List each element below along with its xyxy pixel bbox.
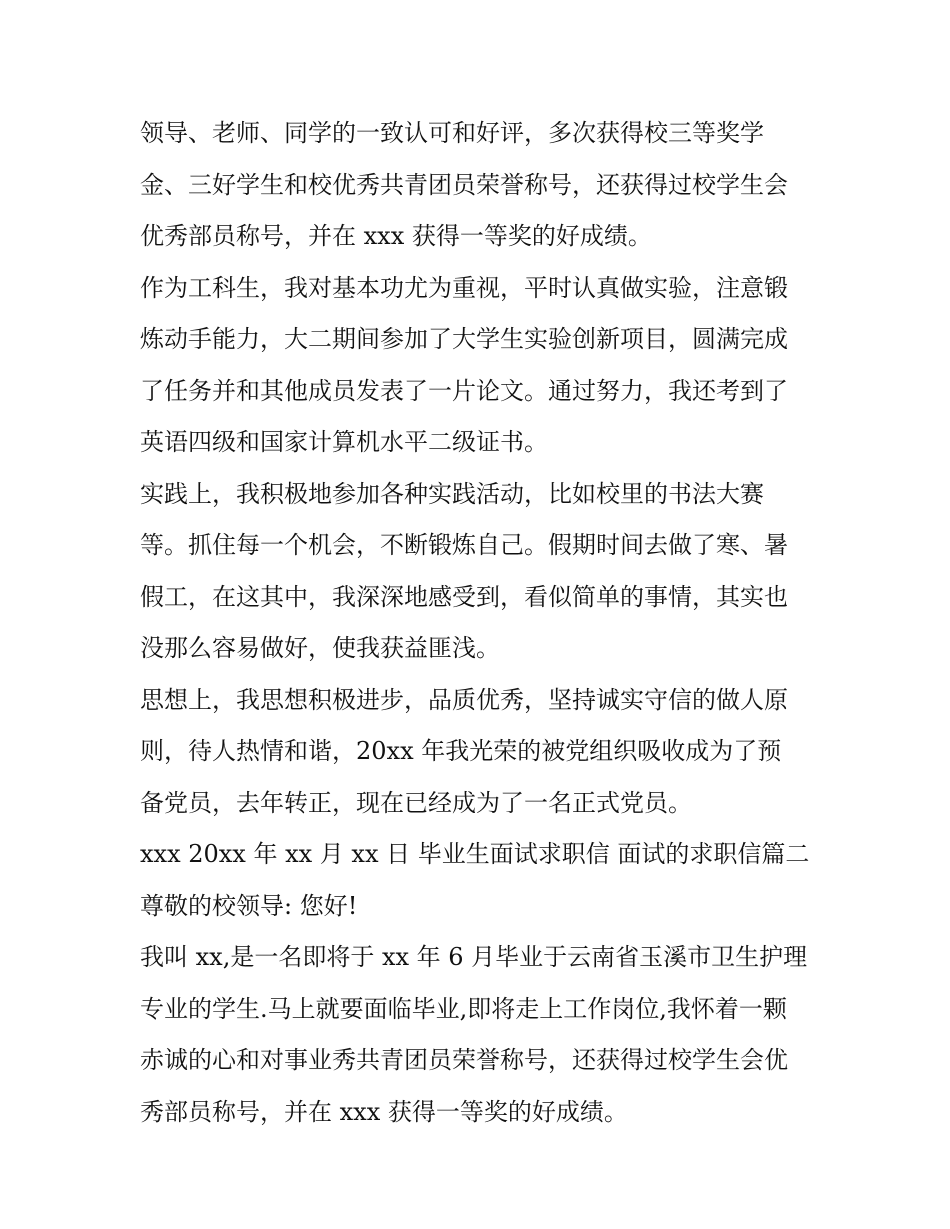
text-line: 思想上，我思想积极进步，品质优秀，坚持诚实守信的做人原 <box>140 685 788 714</box>
text-line: 等。抓住每一个机会，不断锻炼自己。假期时间去做了寒、暑 <box>140 531 788 559</box>
text-line: 假工，在这其中，我深深地感受到，看似简单的事情，其实也 <box>140 582 788 611</box>
text-line: 则，待人热情和谐，20xx 年我光荣的被党组织吸收成为了预 <box>140 737 782 765</box>
text-line: 领导、老师、同学的一致认可和好评，多次获得校三等奖学 <box>140 119 764 147</box>
text-line: 秀部员称号，并在 xxx 获得一等奖的好成绩。 <box>140 1097 628 1126</box>
text-line: 我叫 xx,是一名即将于 xx 年 6 月毕业于云南省玉溪市卫生护理 <box>140 943 808 971</box>
text-line: 炼动手能力，大二期间参加了大学生实验创新项目，圆满完成 <box>140 325 788 353</box>
text-line: 优秀部员称号，并在 xxx 获得一等奖的好成绩。 <box>140 222 652 250</box>
text-line: 实践上，我积极地参加各种实践活动，比如校里的书法大赛 <box>140 479 764 508</box>
text-line: 作为工科生，我对基本功尤为重视，平时认真做实验，注意锻 <box>140 273 788 302</box>
text-line: 金、三好学生和校优秀共青团员荣誉称号，还获得过校学生会 <box>140 170 788 199</box>
text-line: 没那么容易做好，使我获益匪浅。 <box>140 634 500 662</box>
text-line: 专业的学生.马上就要面临毕业,即将走上工作岗位,我怀着一颗 <box>140 994 787 1023</box>
text-line: xxx 20xx 年 xx 月 xx 日 毕业生面试求职信 面试的求职信篇二 <box>140 840 810 868</box>
text-line: 英语四级和国家计算机水平二级证书。 <box>140 428 548 456</box>
text-line: 赤诚的心和对事业秀共青团员荣誉称号，还获得过校学生会优 <box>140 1046 788 1074</box>
text-line: 尊敬的校领导: 您好! <box>140 891 358 920</box>
text-line: 了任务并和其他成员发表了一片论文。通过努力，我还考到了 <box>140 376 788 405</box>
document-body <box>140 108 820 1138</box>
text-line: 备党员，去年转正，现在已经成为了一名正式党员。 <box>140 788 692 817</box>
